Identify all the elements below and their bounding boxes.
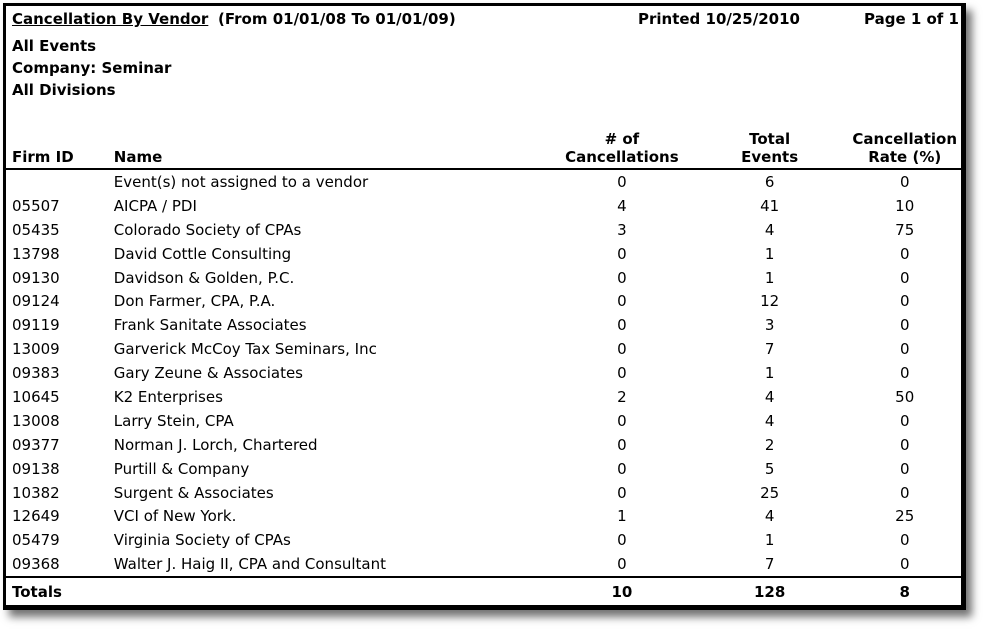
cell-cancellations: 0 xyxy=(617,555,627,574)
cell-firm-id: 05479 xyxy=(12,531,60,550)
cell-name: Purtill & Company xyxy=(113,459,250,478)
table-row xyxy=(6,194,963,218)
vendor-cancellation-table xyxy=(6,126,963,605)
report-header xyxy=(12,10,961,30)
header-firm-id: Firm ID xyxy=(6,126,108,169)
cell-firm-id: 13008 xyxy=(12,411,60,430)
cell-firm-id: 05507 xyxy=(12,196,60,215)
cell-rate: 0 xyxy=(899,340,910,359)
cell-total-events: 3 xyxy=(764,316,775,335)
totals-name-empty xyxy=(108,577,551,605)
cell-total-events: 4 xyxy=(764,387,775,406)
cell-total-events: 25 xyxy=(760,483,780,502)
cell-cancellations: 3 xyxy=(617,220,627,239)
cell-firm-id: 09119 xyxy=(12,316,60,335)
totals-rate: 8 xyxy=(846,577,963,605)
cell-firm-id: 09124 xyxy=(12,292,60,311)
cell-firm-id: 09383 xyxy=(12,364,60,383)
cell-cancellations: 0 xyxy=(617,483,627,502)
totals-cancellations: 10 xyxy=(551,577,693,605)
cell-firm-id: 05435 xyxy=(12,220,60,239)
cell-total-events: 7 xyxy=(764,340,775,359)
cell-cancellations: 0 xyxy=(617,268,627,287)
table-row xyxy=(6,385,963,409)
cell-cancellations: 0 xyxy=(617,316,627,335)
table-row xyxy=(6,528,963,552)
printed-date: Printed 10/25/2010 xyxy=(638,10,800,28)
cell-total-events: 4 xyxy=(764,507,775,526)
cell-rate: 0 xyxy=(899,411,910,430)
cell-name: Virginia Society of CPAs xyxy=(113,531,291,550)
cell-name: VCI of New York. xyxy=(113,507,237,526)
table-row xyxy=(6,337,963,361)
cell-name: Garverick McCoy Tax Seminars, Inc xyxy=(113,340,377,359)
report-frame xyxy=(3,3,966,610)
cell-name: Davidson & Golden, P.C. xyxy=(113,268,295,287)
cell-total-events: 1 xyxy=(764,531,775,550)
cell-total-events: 4 xyxy=(764,411,775,430)
report-title: Cancellation By Vendor xyxy=(12,10,209,28)
cell-total-events: 5 xyxy=(764,459,775,478)
cell-total-events: 6 xyxy=(764,172,775,191)
cell-rate: 0 xyxy=(899,364,910,383)
cell-cancellations: 0 xyxy=(617,340,627,359)
totals-total-events: 128 xyxy=(693,577,847,605)
table-row xyxy=(6,289,963,313)
totals-label: Totals xyxy=(6,577,108,605)
cell-cancellations: 0 xyxy=(617,244,627,263)
header-total-events: Total Events xyxy=(693,126,847,169)
cell-firm-id: 12649 xyxy=(12,507,60,526)
cell-rate: 25 xyxy=(895,507,915,526)
table-row xyxy=(6,361,963,385)
page-number: Page 1 of 1 xyxy=(864,10,959,28)
table-row xyxy=(6,481,963,505)
table-row xyxy=(6,552,963,577)
cell-cancellations: 1 xyxy=(617,507,627,526)
cell-cancellations: 4 xyxy=(617,196,627,215)
cell-rate: 50 xyxy=(895,387,915,406)
filter-divisions: All Divisions xyxy=(12,81,116,99)
table-row xyxy=(6,218,963,242)
cell-rate: 0 xyxy=(899,292,910,311)
cell-total-events: 2 xyxy=(764,435,775,454)
header-cancellations: # of Cancellations xyxy=(551,126,693,169)
cell-firm-id: 13009 xyxy=(12,340,60,359)
table-row xyxy=(6,242,963,266)
cell-name: David Cottle Consulting xyxy=(113,244,292,263)
cell-cancellations: 0 xyxy=(617,172,627,191)
cell-total-events: 1 xyxy=(764,268,775,287)
cell-cancellations: 0 xyxy=(617,459,627,478)
date-range: (From 01/01/08 To 01/01/09) xyxy=(218,10,456,28)
cell-cancellations: 0 xyxy=(617,364,627,383)
cell-name: Larry Stein, CPA xyxy=(113,411,234,430)
table-row xyxy=(6,313,963,337)
cell-firm-id: 13798 xyxy=(12,244,60,263)
cell-firm-id: 09130 xyxy=(12,268,60,287)
cell-name: Walter J. Haig II, CPA and Consultant xyxy=(113,555,387,574)
table-row xyxy=(6,409,963,433)
cell-name: Frank Sanitate Associates xyxy=(113,316,307,335)
cell-name: AICPA / PDI xyxy=(113,196,197,215)
table-row xyxy=(6,266,963,290)
cell-rate: 75 xyxy=(895,220,915,239)
cell-name: Gary Zeune & Associates xyxy=(113,364,303,383)
cell-rate: 0 xyxy=(899,555,910,574)
table-row xyxy=(6,433,963,457)
cell-total-events: 12 xyxy=(760,292,780,311)
cell-total-events: 41 xyxy=(760,196,780,215)
cell-firm-id xyxy=(6,169,108,194)
header-name: Name xyxy=(108,126,551,169)
cell-total-events: 7 xyxy=(764,555,775,574)
cell-name: K2 Enterprises xyxy=(113,387,223,406)
cell-firm-id: 09368 xyxy=(12,555,60,574)
cell-name: Colorado Society of CPAs xyxy=(113,220,302,239)
cell-cancellations: 0 xyxy=(617,292,627,311)
cell-rate: 0 xyxy=(899,459,910,478)
table-row xyxy=(6,169,963,194)
cell-rate: 0 xyxy=(899,268,910,287)
cell-firm-id: 10645 xyxy=(12,387,60,406)
cell-cancellations: 0 xyxy=(617,411,627,430)
cell-cancellations: 0 xyxy=(617,435,627,454)
report-filters xyxy=(12,35,171,101)
table-header-row xyxy=(6,126,963,169)
cell-cancellations: 0 xyxy=(617,531,627,550)
cell-firm-id: 10382 xyxy=(12,483,60,502)
cell-rate: 0 xyxy=(899,435,910,454)
cell-firm-id: 09377 xyxy=(12,435,60,454)
cell-rate: 0 xyxy=(899,531,910,550)
filter-company: Company: Seminar xyxy=(12,59,172,77)
cell-rate: 0 xyxy=(899,172,910,191)
cell-rate: 0 xyxy=(899,316,910,335)
totals-row xyxy=(6,577,963,605)
cell-total-events: 1 xyxy=(764,364,775,383)
filter-events: All Events xyxy=(12,37,97,55)
cell-total-events: 4 xyxy=(764,220,775,239)
cell-name: Norman J. Lorch, Chartered xyxy=(113,435,318,454)
table-row xyxy=(6,504,963,528)
cell-firm-id: 09138 xyxy=(12,459,60,478)
table-row xyxy=(6,457,963,481)
cell-cancellations: 2 xyxy=(617,387,627,406)
header-cancellation-rate: Cancellation Rate (%) xyxy=(846,126,963,169)
cell-name: Event(s) not assigned to a vendor xyxy=(113,172,369,191)
cell-name: Surgent & Associates xyxy=(113,483,274,502)
cell-rate: 0 xyxy=(899,483,910,502)
cell-total-events: 1 xyxy=(764,244,775,263)
cell-rate: 10 xyxy=(895,196,915,215)
cell-name: Don Farmer, CPA, P.A. xyxy=(113,292,276,311)
cell-rate: 0 xyxy=(899,244,910,263)
